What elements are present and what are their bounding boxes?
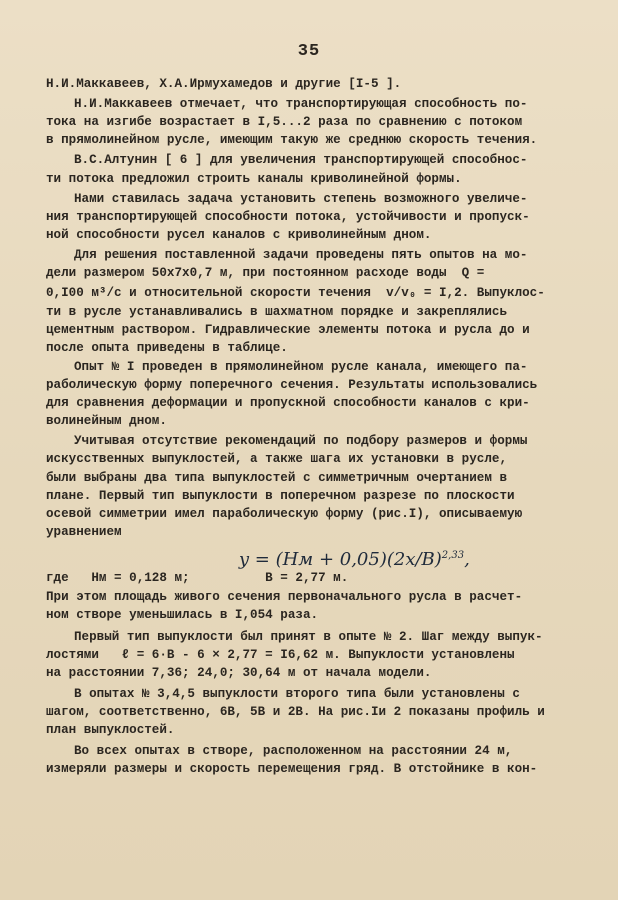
text-line-29: Первый тип выпуклости был принят в опыте № 2. Шаг между выпук- <box>74 630 543 644</box>
text-line-18: для сравнения деформации и пропускной способности каналов с кри- <box>46 396 530 410</box>
text-line-36: измеряли размеры и скорость перемещения гряд. В отстойнике в кон- <box>46 762 538 776</box>
text-line-23: плане. Первый тип выпуклости в поперечном разрезе по плоскости <box>46 489 515 503</box>
text-line-22: были выбраны два типа выпуклостей с симметричным очертанием в <box>46 471 508 485</box>
text-line-21: искусственных выпуклостей, а также шага их установки в русле, <box>46 452 508 466</box>
text-line-8: ния транспортирующей способности потока, устойчивости и пропуск- <box>46 210 530 224</box>
text-line-13: ти в русле устанавливались в шахматном порядке и закреплялись <box>46 305 508 319</box>
text-line-19: волинейным дном. <box>46 414 167 428</box>
text-line-11: дели размером 50х7х0,7 м, при постоянном расходе воды Q = <box>46 266 485 280</box>
text-line-17: раболическую форму поперечного сечения. Результаты использовались <box>46 378 538 392</box>
text-line-7: Нами ставилась задача установить степень возможного увеличе- <box>74 192 528 206</box>
text-line-2: Н.И.Маккавеев отмечает, что транспортирующая способность по- <box>74 97 528 111</box>
text-line-25: уравнением <box>46 525 122 539</box>
text-line-12: 0,I00 м³/с и относительной скорости течения v/v₀ = I,2. Выпуклос- <box>46 286 545 300</box>
text-line-35: Во всех опытах в створе, расположенном на расстоянии 24 м, <box>74 744 513 758</box>
text-line-6: ти потока предложил строить каналы криволинейной формы. <box>46 172 462 186</box>
text-line-33: шагом, соответственно, 6В, 5В и 2В. На рис.Iи 2 показаны профиль и <box>46 705 545 719</box>
text-line-9: ной способности русел каналов с криволинейным дном. <box>46 228 432 242</box>
text-line-14: цементным раствором. Гидравлические элементы потока и русла до и <box>46 323 530 337</box>
text-line-32: В опытах № 3,4,5 выпуклости второго типа были установлены с <box>74 687 520 701</box>
text-line-4: в прямолинейном русле, имеющим такую же среднюю скорость течения. <box>46 133 538 147</box>
text-line-1: Н.И.Маккавеев, Х.А.Ирмухамедов и другие [I-5 ]. <box>46 77 402 91</box>
text-line-34: план выпуклостей. <box>46 723 175 737</box>
page-number: 35 <box>297 42 321 61</box>
text-line-16: Опыт № I проведен в прямолинейном русле канала, имеющего па- <box>74 360 528 374</box>
formula-main: y = (Hм + 0,05)(2x/B) <box>238 549 442 570</box>
text-line-31: на расстоянии 7,36; 24,0; 30,64 м от начала модели. <box>46 666 432 680</box>
formula-exponent: 2,33 <box>441 550 465 561</box>
text-line-28: ном створе уменьшилась в I,054 раза. <box>46 608 319 622</box>
text-line-5: В.С.Алтунин [ 6 ] для увеличения транспортирующей способнос- <box>74 153 528 167</box>
text-line-26: где Hм = 0,128 м; B = 2,77 м. <box>46 571 349 585</box>
text-line-20: Учитывая отсутствие рекомендаций по подбору размеров и формы <box>74 434 528 448</box>
text-line-30: лостями ℓ = 6·B - 6 × 2,77 = I6,62 м. Выпуклости установлены <box>46 648 515 662</box>
text-line-15: после опыта приведены в таблице. <box>46 341 288 355</box>
text-line-27: При этом площадь живого сечения первоначального русла в расчет- <box>46 590 523 604</box>
formula-trail: , <box>464 549 470 570</box>
text-line-3: тока на изгибе возрастает в I,5...2 раза по сравнению с потоком <box>46 115 523 129</box>
text-line-10: Для решения поставленной задачи проведены пять опытов на мо- <box>74 248 528 262</box>
text-line-24: осевой симметрии имел параболическую форму (рис.I), описываемую <box>46 507 523 521</box>
